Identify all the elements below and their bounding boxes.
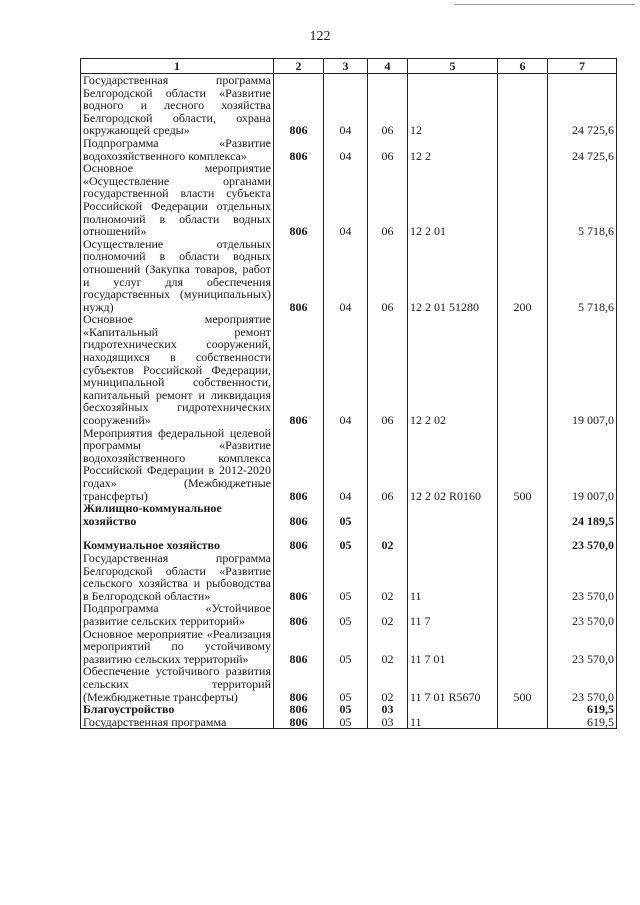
row-name: Основное мероприятие «Осуществление органами государственной власти субъекта Российской Федерации отдельных полномочий в области водных отношений»: [81, 162, 274, 238]
table-row: [81, 137, 617, 162]
row-c2: 806: [274, 602, 324, 627]
row-c2: 806: [274, 665, 324, 703]
row-c2: 806: [274, 238, 324, 314]
row-c2: 806: [274, 716, 324, 729]
row-name: Подпрограмма «Развитие водохозяйственного комплекса»: [81, 137, 274, 162]
row-c2: 806: [274, 74, 324, 137]
row-c4: 06: [368, 162, 408, 238]
row-c7: 23 570,0: [548, 665, 617, 703]
row-c5: 12 2 01 51280: [408, 238, 498, 314]
table-row: [81, 238, 617, 314]
table-row: [81, 427, 617, 503]
table-row: [81, 313, 617, 426]
row-c4: 02: [368, 539, 408, 552]
top-rule: [455, 4, 635, 5]
row-name: Государственная программа Белгородской области «Развитие сельского хозяйства и рыбоводства в Белгородской области»: [81, 552, 274, 602]
row-name: Государственная программа Белгородской области «Развитие водного и лесного хозяйства Белгородской области, охрана окружающей среды»: [81, 74, 274, 137]
row-c7: 23 570,0: [548, 552, 617, 602]
row-name: Государственная программа: [81, 716, 274, 729]
table-row: [81, 716, 617, 729]
col-header-4: 4: [368, 59, 408, 74]
row-c4: 06: [368, 238, 408, 314]
row-c3: 05: [324, 628, 368, 666]
row-c3: 05: [324, 602, 368, 627]
table-row: [81, 552, 617, 602]
row-c4: 02: [368, 628, 408, 666]
table-row: [81, 502, 617, 527]
row-c6: [498, 602, 548, 627]
row-c4: 06: [368, 74, 408, 137]
row-name: Основное мероприятие «Капитальный ремонт гидротехнических сооружений, находящихся в собственности субъектов Российской Федерации, муниципальной собственности, капитальный ремонт и ликвидация бесхозяйных гидротехнических сооружений»: [81, 313, 274, 426]
row-c5: 11: [408, 552, 498, 602]
row-c2: 806: [274, 539, 324, 552]
row-name: Мероприятия федеральной целевой программы «Развитие водохозяйственного комплекса Российской Федерации в 2012-2020 годах» (Межбюджетные трансферты): [81, 427, 274, 503]
table-row: [81, 162, 617, 238]
row-c3: 05: [324, 552, 368, 602]
row-c7: 24 725,6: [548, 137, 617, 162]
row-c5: [408, 539, 498, 552]
row-c2: 806: [274, 313, 324, 426]
row-c6: [498, 313, 548, 426]
col-header-7: 7: [548, 59, 617, 74]
row-name: Благоустройство: [81, 703, 274, 716]
table-row: [81, 628, 617, 666]
row-c4: 03: [368, 703, 408, 716]
col-header-6: 6: [498, 59, 548, 74]
table-header-row: [81, 59, 617, 74]
row-c5: 12 2 02: [408, 313, 498, 426]
row-c7: 23 570,0: [548, 602, 617, 627]
row-c5: 11 7: [408, 602, 498, 627]
row-name: Жилищно-коммунальное хозяйство: [81, 502, 274, 527]
row-c4: 02: [368, 602, 408, 627]
row-c3: 05: [324, 703, 368, 716]
row-c6: [498, 137, 548, 162]
row-c3: 05: [324, 716, 368, 729]
row-c4: 03: [368, 716, 408, 729]
row-c5: 11 7 01 R5670: [408, 665, 498, 703]
row-c3: 05: [324, 539, 368, 552]
col-header-2: 2: [274, 59, 324, 74]
row-c2: 806: [274, 427, 324, 503]
row-c4: 06: [368, 313, 408, 426]
table-row: [81, 665, 617, 703]
row-c6: [498, 552, 548, 602]
row-c3: 04: [324, 238, 368, 314]
row-c7: 19 007,0: [548, 313, 617, 426]
row-c5: 11 7 01: [408, 628, 498, 666]
row-c5: 11: [408, 716, 498, 729]
row-c5: 12: [408, 74, 498, 137]
col-header-5: 5: [408, 59, 498, 74]
row-name: Подпрограмма «Устойчивое развитие сельских территорий»: [81, 602, 274, 627]
row-c5: 12 2 02 R0160: [408, 427, 498, 503]
col-header-3: 3: [324, 59, 368, 74]
row-c2: 806: [274, 162, 324, 238]
row-c6: [498, 74, 548, 137]
row-c4: 06: [368, 427, 408, 503]
row-c5: 12 2: [408, 137, 498, 162]
row-c7: 24 725,6: [548, 74, 617, 137]
row-c5: [408, 502, 498, 527]
row-c3: 04: [324, 427, 368, 503]
row-c3: 05: [324, 665, 368, 703]
row-c6: [498, 628, 548, 666]
row-name: Осуществление отдельных полномочий в области водных отношений (Закупка товаров, работ и услуг для обеспечения государственных (муниципальных) нужд): [81, 238, 274, 314]
row-c7: 19 007,0: [548, 427, 617, 503]
row-c4: 02: [368, 552, 408, 602]
row-c5: 12 2 01: [408, 162, 498, 238]
row-c3: 04: [324, 74, 368, 137]
table-row: [81, 602, 617, 627]
row-c7: 5 718,6: [548, 238, 617, 314]
row-c6: 500: [498, 665, 548, 703]
row-c3: 05: [324, 502, 368, 527]
row-c2: 806: [274, 502, 324, 527]
row-c4: 02: [368, 665, 408, 703]
row-c6: 200: [498, 238, 548, 314]
row-c2: 806: [274, 628, 324, 666]
row-c7: 619,5: [548, 716, 617, 729]
row-c6: 500: [498, 427, 548, 503]
row-c6: [498, 716, 548, 729]
row-c2: 806: [274, 703, 324, 716]
row-c3: 04: [324, 313, 368, 426]
row-c3: 04: [324, 162, 368, 238]
row-c2: 806: [274, 137, 324, 162]
page-number: 122: [309, 29, 331, 44]
row-c7: 23 570,0: [548, 628, 617, 666]
row-c7: 5 718,6: [548, 162, 617, 238]
budget-table: [80, 58, 617, 729]
col-header-1: 1: [81, 59, 274, 74]
row-c7: 619,5: [548, 703, 617, 716]
row-c6: [498, 162, 548, 238]
row-c5: [408, 703, 498, 716]
row-c7: 23 570,0: [548, 539, 617, 552]
row-c3: 04: [324, 137, 368, 162]
row-name: Коммунальное хозяйство: [81, 539, 274, 552]
row-c6: [498, 502, 548, 527]
row-c4: 06: [368, 137, 408, 162]
table-row: [81, 703, 617, 716]
row-name: Основное мероприятие «Реализация мероприятий по устойчивому развитию сельских территорий»: [81, 628, 274, 666]
row-c2: 806: [274, 552, 324, 602]
row-c4: [368, 502, 408, 527]
row-c6: [498, 539, 548, 552]
table-row: [81, 74, 617, 137]
row-name: Обеспечение устойчивого развития сельских территорий (Межбюджетные трансферты): [81, 665, 274, 703]
row-c7: 24 189,5: [548, 502, 617, 527]
row-c6: [498, 703, 548, 716]
